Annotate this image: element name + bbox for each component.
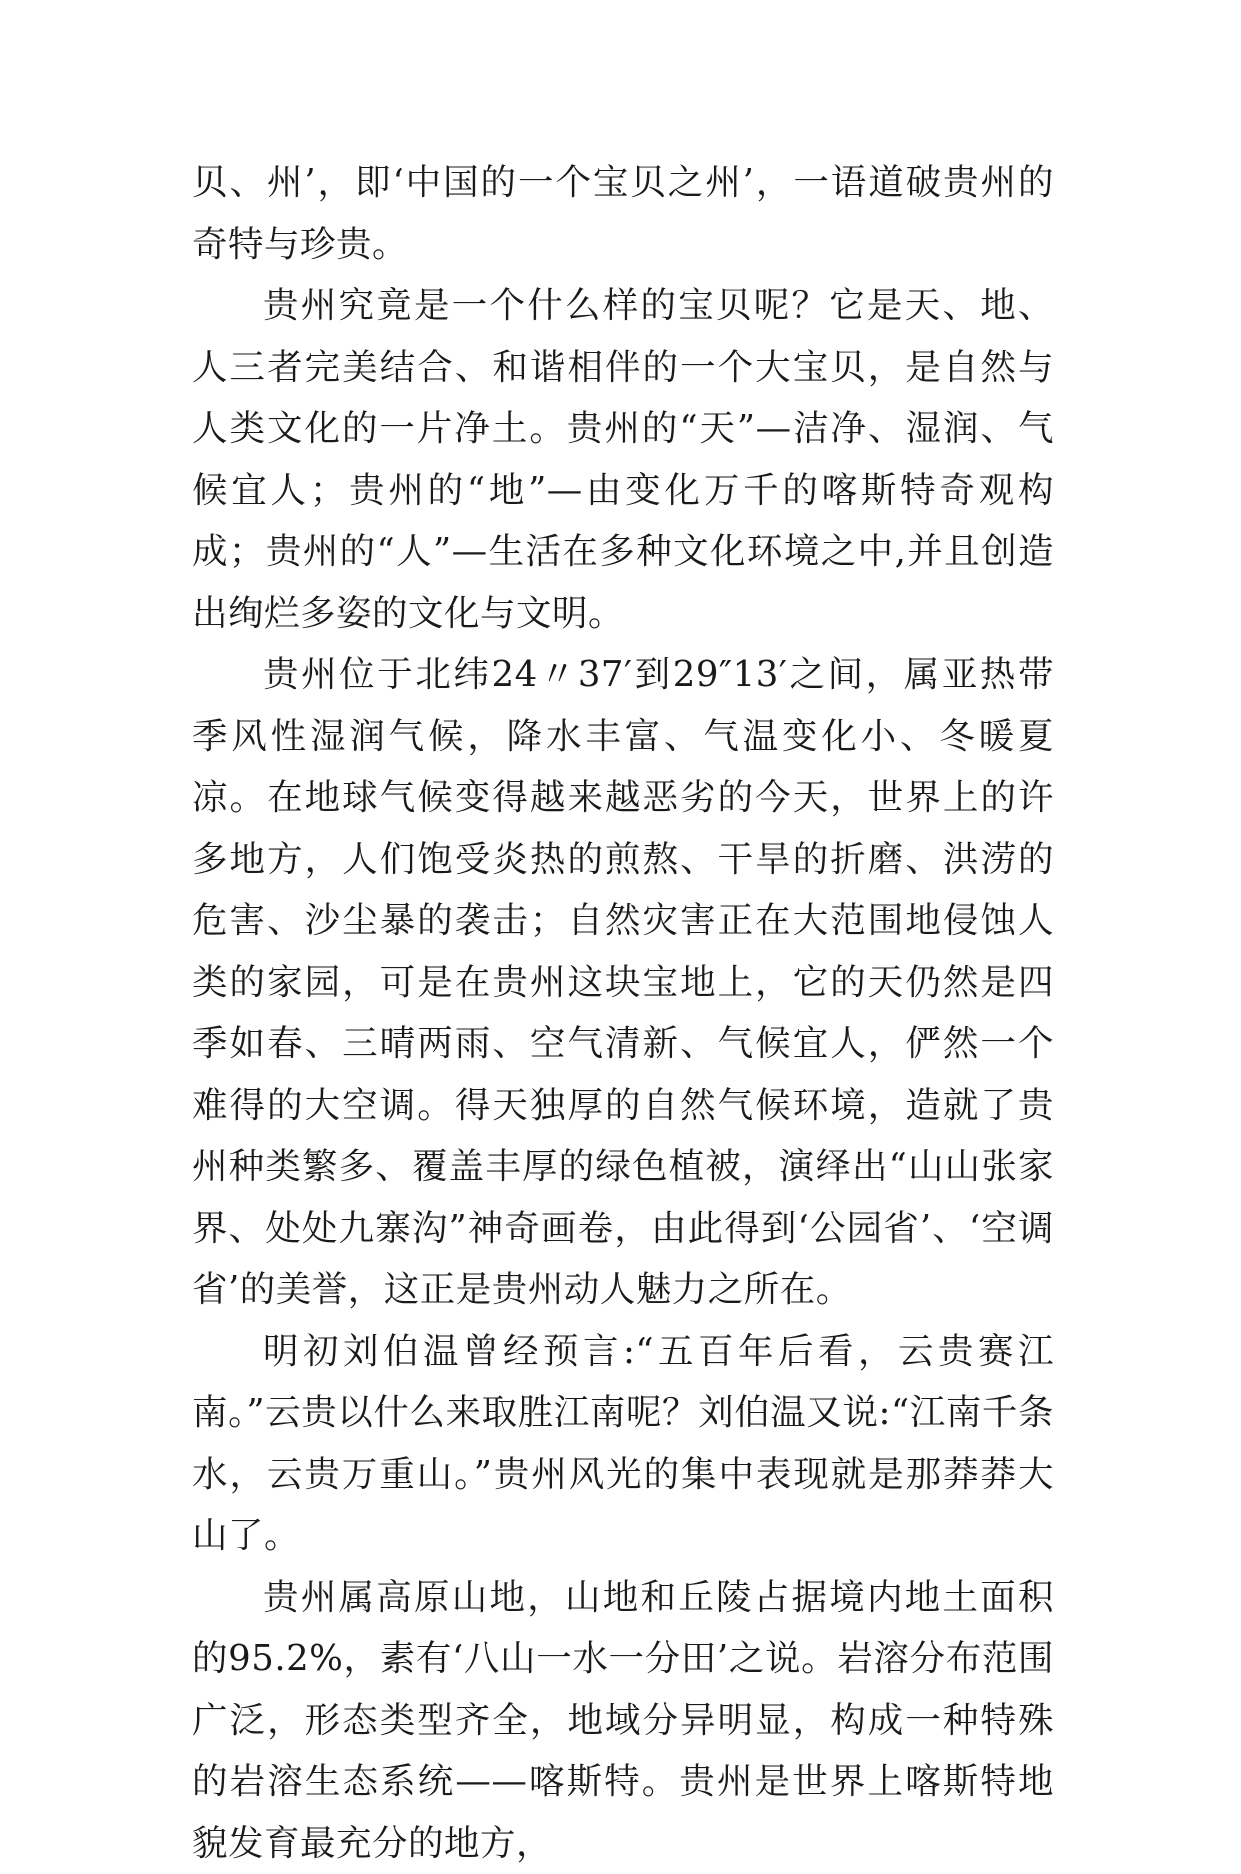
document-page: [192, 152, 1054, 1874]
paragraph-2: 贵州究竟是一个什么样的宝贝呢？它是天、地、人三者完美结合、和谐相伴的一个大宝贝，是自然与人类文化的一片净土。贵州的“天”—洁净、湿润、气候宜人；贵州的“地”—由变化万千的喀斯特奇观构成；贵州的“人”—生活在多种文化环境之中,并且创造出绚烂多姿的文化与文明。: [192, 275, 1054, 644]
paragraph-4: 明初刘伯温曾经预言:“五百年后看，云贵赛江南。”云贵以什么来取胜江南呢？刘伯温又说:“江南千条水，云贵万重山。”贵州风光的集中表现就是那莽莽大山了。: [192, 1321, 1054, 1567]
paragraph-3: 贵州位于北纬24〃37′到29″13′之间，属亚热带季风性湿润气候，降水丰富、气温变化小、冬暖夏凉。在地球气候变得越来越恶劣的今天，世界上的许多地方，人们饱受炎热的煎熬、干旱的折磨、洪涝的危害、沙尘暴的袭击；自然灾害正在大范围地侵蚀人类的家园，可是在贵州这块宝地上，它的天仍然是四季如春、三晴两雨、空气清新、气候宜人，俨然一个难得的大空调。得天独厚的自然气候环境，造就了贵州种类繁多、覆盖丰厚的绿色植被，演绎出“山山张家界、处处九寨沟”神奇画卷，由此得到‘公园省’、‘空调省’的美誉，这正是贵州动人魅力之所在。: [192, 644, 1054, 1321]
paragraph-1: 贝、州’，即‘中国的一个宝贝之州’，一语道破贵州的奇特与珍贵。: [192, 152, 1054, 275]
paragraph-5: 贵州属高原山地，山地和丘陵占据境内地土面积的95.2%，素有‘八山一水一分田’之说。岩溶分布范围广泛，形态类型齐全，地域分异明显，构成一种特殊的岩溶生态系统——喀斯特。贵州是世界上喀斯特地貌发育最充分的地方，: [192, 1567, 1054, 1874]
